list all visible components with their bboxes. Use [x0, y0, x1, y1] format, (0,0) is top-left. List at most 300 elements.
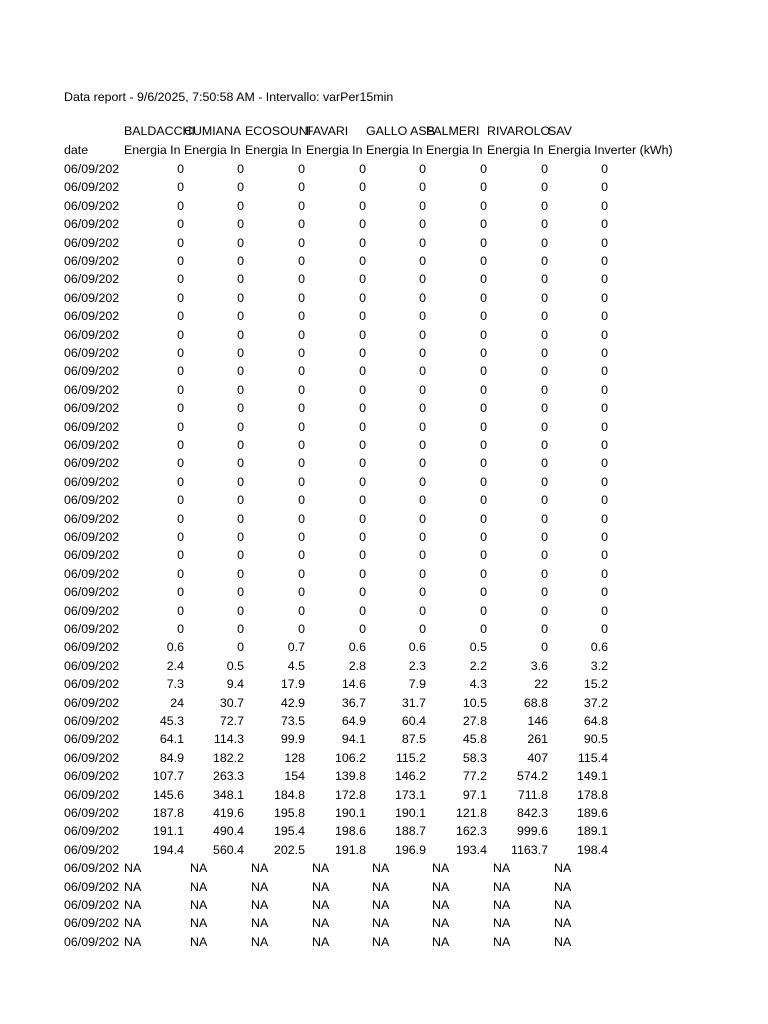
value-cell: 0 — [541, 364, 548, 379]
value-cell: 0 — [480, 419, 487, 434]
value-cell: NA — [493, 861, 511, 876]
table-row — [64, 675, 704, 693]
column-header-site: GALLO ASS — [366, 124, 435, 138]
value-cell: 0 — [359, 346, 366, 360]
value-cell: 0 — [298, 456, 305, 471]
value-cell: 0 — [480, 456, 487, 471]
value-cell: 0 — [419, 180, 426, 195]
value-cell: 0 — [359, 585, 366, 600]
value-cell: NA — [124, 934, 142, 949]
value-cell: 0 — [237, 622, 244, 636]
value-cell: 0 — [480, 511, 487, 526]
value-cell: 0 — [419, 566, 426, 581]
value-cell: 0 — [237, 530, 244, 544]
value-cell: 0 — [177, 327, 184, 342]
table-row — [64, 896, 704, 914]
value-cell: 0 — [419, 474, 426, 489]
value-cell: 0 — [480, 290, 487, 305]
table-row — [64, 399, 704, 417]
value-cell: NA — [493, 916, 511, 931]
value-cell: 0 — [177, 493, 184, 508]
date-cell: 06/09/202 — [64, 382, 120, 397]
value-cell: 0 — [177, 438, 184, 452]
value-cell: 0 — [177, 290, 184, 305]
value-cell: 0 — [601, 511, 608, 526]
column-header-site: SAV — [548, 124, 572, 138]
table-row — [64, 638, 704, 656]
value-cell: 0 — [177, 603, 184, 618]
value-cell: 187.8 — [152, 806, 184, 820]
value-cell: 0 — [177, 548, 184, 563]
value-cell: NA — [432, 879, 450, 894]
value-cell: 0 — [359, 401, 366, 416]
value-cell: 115.4 — [577, 750, 608, 765]
column-header-measure: Energia In — [184, 143, 241, 157]
value-cell: 0 — [177, 364, 184, 379]
value-cell: 0 — [541, 640, 548, 655]
value-cell: 0 — [480, 603, 487, 618]
date-cell: 06/09/202 — [64, 474, 120, 489]
value-cell: 114.3 — [213, 732, 244, 747]
table-row — [64, 786, 704, 804]
value-cell: 0 — [298, 548, 305, 563]
value-cell: 0 — [237, 217, 244, 232]
value-cell: 0 — [419, 364, 426, 379]
value-cell: 0 — [419, 346, 426, 360]
value-cell: 261 — [527, 732, 548, 747]
value-cell: 58.3 — [462, 750, 487, 765]
value-cell: 0 — [480, 566, 487, 581]
value-cell: 0 — [237, 327, 244, 342]
value-cell: 0 — [541, 419, 548, 434]
value-cell: 128 — [284, 750, 305, 765]
value-cell: 0 — [237, 640, 244, 655]
value-cell: 36.7 — [341, 695, 366, 710]
value-cell: 0 — [601, 603, 608, 618]
value-cell: 0 — [359, 566, 366, 581]
table-row — [64, 362, 704, 380]
value-cell: 0 — [601, 382, 608, 397]
value-cell: 263.3 — [212, 769, 244, 784]
table-row — [64, 289, 704, 307]
column-header-site: FAVARI — [306, 124, 349, 138]
value-cell: 64.1 — [159, 732, 184, 747]
value-cell: 0 — [177, 162, 184, 176]
value-cell: 0 — [601, 419, 608, 434]
value-cell: 0 — [359, 272, 366, 287]
value-cell: 0 — [419, 198, 426, 213]
column-header-site: CUMIANA — [184, 124, 242, 138]
value-cell: 0 — [177, 456, 184, 471]
date-cell: 06/09/202 — [64, 419, 120, 434]
date-cell: 06/09/202 — [64, 787, 120, 802]
value-cell: 107.7 — [152, 769, 184, 784]
value-cell: 188.7 — [394, 824, 426, 839]
value-cell: 9.4 — [226, 677, 244, 692]
value-cell: 3.6 — [530, 658, 548, 673]
value-cell: 0 — [237, 364, 244, 379]
table-row — [64, 381, 704, 399]
value-cell: 0 — [601, 493, 608, 508]
value-cell: 84.9 — [159, 750, 184, 765]
value-cell: NA — [124, 916, 142, 931]
value-cell: NA — [493, 934, 511, 949]
value-cell: 0 — [177, 235, 184, 250]
value-cell: 0 — [359, 162, 366, 176]
value-cell: 0 — [177, 585, 184, 600]
date-cell: 06/09/202 — [64, 824, 120, 839]
column-header-measure: Energia In — [245, 143, 302, 157]
value-cell: 0 — [419, 162, 426, 176]
value-cell: 0.6 — [590, 640, 608, 655]
value-cell: 99.9 — [280, 732, 305, 747]
date-cell: 06/09/202 — [64, 235, 120, 250]
value-cell: NA — [190, 934, 208, 949]
table-row — [64, 841, 704, 859]
value-cell: 0 — [237, 180, 244, 195]
value-cell: 0 — [419, 419, 426, 434]
table-row — [64, 344, 704, 362]
value-cell: NA — [312, 934, 330, 949]
value-cell: 64.8 — [583, 714, 608, 728]
value-cell: 198.6 — [334, 824, 366, 839]
value-cell: 145.6 — [152, 787, 184, 802]
date-cell: 06/09/202 — [64, 566, 120, 581]
value-cell: 0 — [541, 548, 548, 563]
value-cell: 0 — [541, 217, 548, 232]
value-cell: 0 — [419, 235, 426, 250]
value-cell: 31.7 — [401, 695, 426, 710]
value-cell: 0 — [298, 401, 305, 416]
value-cell: NA — [372, 934, 390, 949]
value-cell: 0 — [298, 198, 305, 213]
value-cell: 0 — [359, 254, 366, 268]
value-cell: 195.4 — [273, 824, 305, 839]
value-cell: 30.7 — [219, 695, 244, 710]
value-cell: 0 — [298, 585, 305, 600]
value-cell: 0 — [237, 419, 244, 434]
date-cell: 06/09/202 — [64, 750, 120, 765]
date-cell: 06/09/202 — [64, 603, 120, 618]
date-cell: 06/09/202 — [64, 162, 120, 176]
value-cell: 0 — [177, 198, 184, 213]
value-cell: 0 — [359, 548, 366, 563]
value-cell: NA — [251, 934, 269, 949]
value-cell: 0 — [541, 309, 548, 324]
value-cell: 0 — [480, 585, 487, 600]
value-cell: 0 — [601, 585, 608, 600]
column-header-measure: Energia In — [366, 143, 423, 157]
value-cell: 0.5 — [469, 640, 487, 655]
value-cell: 0 — [177, 272, 184, 287]
value-cell: NA — [432, 934, 450, 949]
value-cell: 0 — [237, 438, 244, 452]
value-cell: NA — [372, 916, 390, 931]
value-cell: 0 — [359, 382, 366, 397]
value-cell: 0 — [359, 493, 366, 508]
value-cell: 0 — [541, 346, 548, 360]
value-cell: 419.6 — [212, 806, 244, 820]
value-cell: 198.4 — [576, 842, 608, 857]
value-cell: 68.8 — [523, 695, 548, 710]
value-cell: 0 — [419, 401, 426, 416]
value-cell: 0 — [298, 382, 305, 397]
value-cell: 0 — [237, 511, 244, 526]
date-cell: 06/09/202 — [64, 861, 120, 876]
value-cell: 0 — [237, 548, 244, 563]
date-cell: 06/09/202 — [64, 677, 120, 692]
value-cell: 2.4 — [166, 658, 184, 673]
table-row — [64, 546, 704, 564]
value-cell: 189.1 — [576, 824, 608, 839]
value-cell: 0 — [480, 254, 487, 268]
value-cell: 0 — [601, 530, 608, 544]
value-cell: 0 — [419, 438, 426, 452]
value-cell: 27.8 — [462, 714, 487, 728]
value-cell: 0 — [177, 419, 184, 434]
value-cell: 0 — [480, 162, 487, 176]
date-cell: 06/09/202 — [64, 769, 120, 784]
table-row — [64, 859, 704, 877]
value-cell: 190.1 — [334, 806, 366, 820]
value-cell: NA — [251, 898, 269, 912]
value-cell: NA — [493, 879, 511, 894]
value-cell: 0 — [541, 235, 548, 250]
table-row — [64, 326, 704, 344]
value-cell: 94.1 — [341, 732, 366, 747]
column-header-site: RIVAROLO — [487, 124, 551, 138]
column-header-site: PALMERI — [426, 124, 480, 138]
value-cell: 0 — [237, 456, 244, 471]
value-cell: 0 — [177, 217, 184, 232]
table-row — [64, 307, 704, 325]
date-cell: 06/09/202 — [64, 585, 120, 600]
value-cell: 0 — [541, 327, 548, 342]
value-cell: 0 — [298, 566, 305, 581]
value-cell: 87.5 — [401, 732, 426, 747]
value-cell: 0 — [541, 474, 548, 489]
value-cell: 0.6 — [408, 640, 426, 655]
value-cell: 178.8 — [576, 787, 608, 802]
value-cell: 162.3 — [455, 824, 487, 839]
value-cell: 0 — [541, 622, 548, 636]
value-cell: NA — [190, 898, 208, 912]
date-cell: 06/09/202 — [64, 438, 120, 452]
value-cell: 45.3 — [159, 714, 184, 728]
value-cell: 106.2 — [334, 750, 366, 765]
date-cell: 06/09/202 — [64, 290, 120, 305]
date-cell: 06/09/202 — [64, 548, 120, 563]
report-title: Data report - 9/6/2025, 7:50:58 AM - Intervallo: varPer15min — [64, 90, 394, 104]
value-cell: 0 — [601, 346, 608, 360]
date-cell: 06/09/202 — [64, 401, 120, 416]
value-cell: 0 — [601, 456, 608, 471]
value-cell: 24 — [170, 695, 184, 710]
value-cell: 0 — [177, 309, 184, 324]
value-cell: NA — [372, 898, 390, 912]
date-cell: 06/09/202 — [64, 217, 120, 232]
date-cell: 06/09/202 — [64, 806, 120, 820]
value-cell: 0 — [541, 603, 548, 618]
value-cell: 189.6 — [576, 806, 608, 820]
column-header-measure: Energia In — [124, 143, 181, 157]
value-cell: 0 — [601, 309, 608, 324]
value-cell: 0 — [601, 235, 608, 250]
value-cell: 711.8 — [517, 787, 548, 802]
value-cell: 0 — [298, 346, 305, 360]
value-cell: 0 — [359, 474, 366, 489]
value-cell: 0 — [480, 327, 487, 342]
value-cell: 0.6 — [348, 640, 366, 655]
table-row — [64, 822, 704, 840]
header-row-sites — [64, 122, 704, 140]
value-cell: 0 — [419, 382, 426, 397]
value-cell: 0 — [298, 603, 305, 618]
value-cell: 407 — [527, 750, 548, 765]
value-cell: 2.3 — [408, 658, 426, 673]
value-cell: 0 — [541, 493, 548, 508]
value-cell: NA — [432, 916, 450, 931]
value-cell: 0 — [359, 180, 366, 195]
value-cell: 0 — [359, 530, 366, 544]
value-cell: 191.8 — [334, 842, 366, 857]
value-cell: 0 — [480, 530, 487, 544]
table-row — [64, 510, 704, 528]
value-cell: 0 — [480, 198, 487, 213]
value-cell: NA — [312, 861, 330, 876]
value-cell: NA — [190, 916, 208, 931]
value-cell: 490.4 — [212, 824, 244, 839]
value-cell: 184.8 — [273, 787, 305, 802]
value-cell: 0 — [601, 548, 608, 563]
value-cell: 0 — [480, 272, 487, 287]
table-row — [64, 730, 704, 748]
value-cell: NA — [554, 898, 572, 912]
value-cell: 90.5 — [583, 732, 608, 747]
value-cell: 0 — [237, 290, 244, 305]
value-cell: 0 — [298, 217, 305, 232]
value-cell: 0 — [359, 290, 366, 305]
value-cell: NA — [432, 861, 450, 876]
date-cell: 06/09/202 — [64, 456, 120, 471]
value-cell: 0 — [541, 530, 548, 544]
table-row — [64, 270, 704, 288]
value-cell: NA — [554, 879, 572, 894]
value-cell: 146.2 — [394, 769, 426, 784]
value-cell: 0 — [601, 217, 608, 232]
value-cell: 73.5 — [280, 714, 305, 728]
value-cell: 77.2 — [462, 769, 487, 784]
value-cell: 0 — [419, 548, 426, 563]
value-cell: 0 — [237, 272, 244, 287]
date-cell: 06/09/202 — [64, 180, 120, 195]
value-cell: 0 — [237, 254, 244, 268]
value-cell: 0 — [541, 438, 548, 452]
value-cell: 0 — [480, 493, 487, 508]
value-cell: 0 — [541, 401, 548, 416]
value-cell: 146 — [527, 714, 548, 728]
value-cell: 10.5 — [462, 695, 487, 710]
value-cell: 0 — [541, 566, 548, 581]
date-cell: 06/09/202 — [64, 934, 120, 949]
table-row — [64, 454, 704, 472]
value-cell: 0 — [419, 603, 426, 618]
value-cell: 560.4 — [212, 842, 244, 857]
value-cell: 0 — [298, 290, 305, 305]
value-cell: 0 — [541, 511, 548, 526]
table-row — [64, 418, 704, 436]
value-cell: 0 — [237, 198, 244, 213]
value-cell: 0 — [237, 566, 244, 581]
value-cell: 0 — [419, 327, 426, 342]
value-cell: 0 — [601, 180, 608, 195]
value-cell: 0 — [298, 235, 305, 250]
value-cell: 0 — [480, 474, 487, 489]
value-cell: 1163.7 — [511, 842, 548, 857]
value-cell: 0 — [177, 254, 184, 268]
value-cell: 0 — [419, 254, 426, 268]
table-row — [64, 620, 704, 638]
value-cell: 0 — [480, 309, 487, 324]
value-cell: 0 — [237, 585, 244, 600]
value-cell: NA — [493, 898, 511, 912]
value-cell: 0 — [237, 235, 244, 250]
value-cell: 0 — [359, 309, 366, 324]
value-cell: 0 — [298, 530, 305, 544]
date-cell: 06/09/202 — [64, 916, 120, 931]
value-cell: 0 — [601, 162, 608, 176]
table-row — [64, 749, 704, 767]
value-cell: NA — [554, 861, 572, 876]
value-cell: 0 — [419, 456, 426, 471]
value-cell: 0 — [298, 162, 305, 176]
date-cell: 06/09/202 — [64, 695, 120, 710]
value-cell: 842.3 — [516, 806, 548, 820]
date-cell: 06/09/202 — [64, 327, 120, 342]
value-cell: 182.2 — [212, 750, 244, 765]
value-cell: NA — [124, 861, 142, 876]
column-header-site: ECOSOUNI — [245, 124, 312, 138]
value-cell: 0 — [359, 603, 366, 618]
column-header-measure: Energia In — [426, 143, 483, 157]
value-cell: 0 — [298, 474, 305, 489]
value-cell: NA — [312, 916, 330, 931]
value-cell: 0 — [601, 327, 608, 342]
value-cell: 0 — [177, 474, 184, 489]
value-cell: 999.6 — [516, 824, 548, 839]
value-cell: 0 — [298, 364, 305, 379]
table-row — [64, 933, 704, 951]
value-cell: 0 — [177, 566, 184, 581]
value-cell: 0 — [237, 382, 244, 397]
value-cell: 0 — [298, 254, 305, 268]
value-cell: 0 — [298, 438, 305, 452]
value-cell: 37.2 — [583, 695, 608, 710]
value-cell: 0 — [298, 327, 305, 342]
value-cell: 195.8 — [273, 806, 305, 820]
value-cell: 0 — [601, 622, 608, 636]
date-cell: 06/09/202 — [64, 346, 120, 360]
value-cell: 7.9 — [408, 677, 426, 692]
value-cell: 0 — [480, 217, 487, 232]
date-cell: 06/09/202 — [64, 198, 120, 213]
table-row — [64, 694, 704, 712]
value-cell: 0 — [359, 217, 366, 232]
value-cell: 0 — [177, 511, 184, 526]
value-cell: 0 — [480, 438, 487, 452]
value-cell: 0 — [359, 198, 366, 213]
value-cell: 0 — [601, 438, 608, 452]
